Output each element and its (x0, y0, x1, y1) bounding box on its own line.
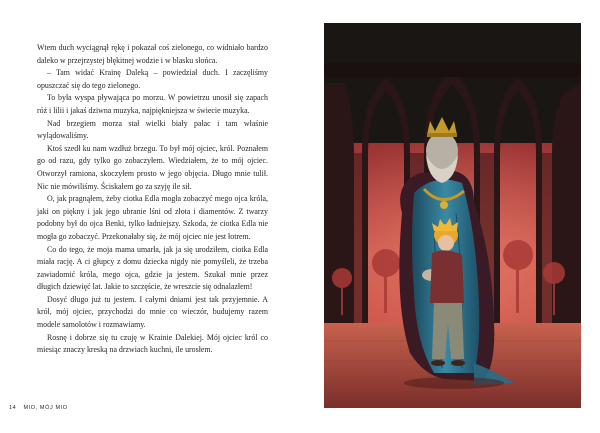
boy-face (438, 235, 454, 251)
paragraph: O, jak pragnąłem, żeby ciotka Edla mogła zobaczyć mego ojca króla, jaki on piękny i jak jego ubranie lśni od złota i diamentów. Z twarzy podobny był do ojca Benki, tylko ładniejszy. Szkoda, że ciotka Edla nie mogła go zobaczyć. Przekonałaby się, że mój ojciec nie jest łotrem. (37, 194, 268, 241)
text-block (37, 42, 268, 357)
paragraph: Ktoś szedł ku nam wzdłuż brzegu. To był mój ojciec, król. Poznałem go od razu, gdy tylko go zobaczyłem. Wiedziałem, że to mój ojciec. Otworzył ramiona, skoczyłem prosto w jego objęcia. Długo mnie tulił. Nic nie mówiliśmy. Ściskałem go za szyję ile sił. (37, 143, 268, 191)
paragraph: Co do tego, że moja mama umarła, jak ja się urodziłem, ciotka Edla miała rację. A ci głupcy z domu dziecka nigdy nie pomyśleli, że trzeba zawiadomić króla, mego ojca, gdzie ja jestem. Szukał mnie przez długich dziewięć lat. Jakie to szczęście, że wreszcie się odnalazłem! (37, 244, 268, 292)
illustration (324, 23, 581, 408)
page-footer (9, 405, 68, 411)
running-title: MIO, MÓJ MIO (23, 405, 68, 411)
king-medallion (440, 201, 448, 209)
boy-sweater (430, 250, 464, 303)
paragraph: Rosnę i dobrze się tu czuję w Krainie Dalekiej. Mój ojciec król co miesiąc znaczy kreską na drzwiach kuchni, ile urosłem. (37, 332, 268, 355)
paragraph: Nad brzegiem morza stał wielki biały pałac i tam właśnie wylądowaliśmy. (37, 118, 268, 141)
paragraph: To była wyspa pływająca po morzu. W powietrzu unosił się zapach róż i lilii i jakaś dziwna muzyka, najpiękniejsza w świecie muzyka. (37, 93, 268, 115)
paragraph: – Tam widać Krainę Daleką – powiedział duch. I zaczęliśmy opuszczać się do tego zielonego. (37, 68, 268, 90)
right-page (300, 0, 600, 433)
paragraph: Dosyć długo już tu jestem. I całymi dniami jest tak przyjemnie. A król, mój ojciec, przychodzi do mnie co wieczór, budujemy razem modele samolotów i rozmawiamy. (37, 294, 268, 330)
page-number: 14 (9, 405, 17, 411)
paragraph: Wtem duch wyciągnął rękę i pokazał coś zielonego, co widniało bardzo daleko w przejrzystej błękitnej wodzie i w blasku słońca. (37, 43, 268, 65)
